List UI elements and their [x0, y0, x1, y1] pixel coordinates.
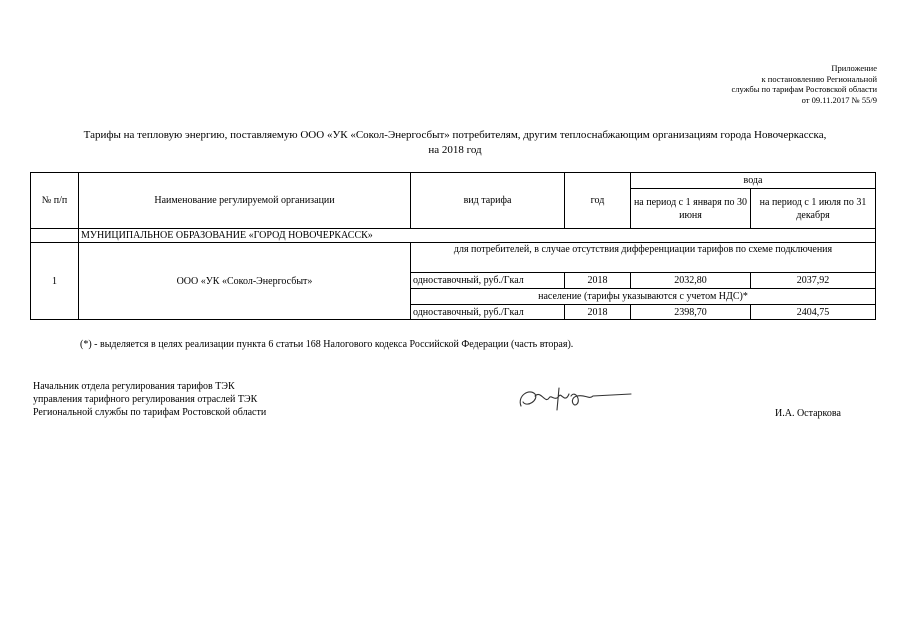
handwritten-signature	[515, 382, 635, 416]
header-water: вода	[631, 173, 876, 189]
header-year: год	[565, 173, 631, 229]
section-consumers: для потребителей, в случае отсутствия дифференциации тарифов по схеме подключения	[411, 243, 876, 273]
header-number: № п/п	[31, 173, 79, 229]
title-line-1: Тарифы на тепловую энергию, поставляемую ООО «УК «Сокол-Энергосбыт» потребителям, другим теплоснабжающим организациям города Новочеркасска,	[83, 129, 827, 141]
document-title	[40, 128, 870, 158]
tariff-type-1: одноставочный, руб./Гкал	[411, 273, 565, 289]
footnote: (*) - выделяется в целях реализации пункта 6 статьи 168 Налогового кодекса Российской Федерации (часть вторая).	[80, 339, 574, 350]
signatory-name: И.А. Остаркова	[775, 408, 841, 419]
appendix-line-4: от 09.11.2017 № 55/9	[801, 94, 877, 105]
header-period-1: на период с 1 января по 30 июня	[631, 189, 751, 229]
organization-name: ООО «УК «Сокол-Энергосбыт»	[79, 243, 411, 320]
appendix-line-2: к постановлению Региональной	[761, 73, 877, 84]
value-1-period-2: 2037,92	[751, 273, 876, 289]
header-period-2: на период с 1 июля по 31 декабря	[751, 189, 876, 229]
header-tariff-type: вид тарифа	[411, 173, 565, 229]
municipality-row: МУНИЦИПАЛЬНОЕ ОБРАЗОВАНИЕ «ГОРОД НОВОЧЕРКАССК»	[79, 229, 876, 243]
signatory-line-1: Начальник отдела регулирования тарифов ТЭК	[33, 381, 235, 392]
section-population: население (тарифы указываются с учетом НДС)*	[411, 289, 876, 305]
title-line-2: на 2018 год	[428, 144, 482, 156]
appendix-line-1: Приложение	[831, 63, 877, 73]
value-2-period-2: 2404,75	[751, 305, 876, 320]
year-2: 2018	[565, 305, 631, 320]
value-2-period-1: 2398,70	[631, 305, 751, 320]
header-organization: Наименование регулируемой организации	[79, 173, 411, 229]
signatory-line-3: Региональной службы по тарифам Ростовской области	[33, 407, 267, 418]
signatory-block	[33, 380, 266, 419]
row-number: 1	[31, 243, 79, 320]
appendix-header	[627, 63, 877, 105]
tariff-type-2: одноставочный, руб./Гкал	[411, 305, 565, 320]
year-1: 2018	[565, 273, 631, 289]
appendix-line-3: службы по тарифам Ростовской области	[731, 84, 877, 94]
signatory-line-2: управления тарифного регулирования отраслей ТЭК	[33, 394, 258, 405]
municipality-spacer	[31, 229, 79, 243]
value-1-period-1: 2032,80	[631, 273, 751, 289]
tariff-table	[30, 172, 876, 320]
